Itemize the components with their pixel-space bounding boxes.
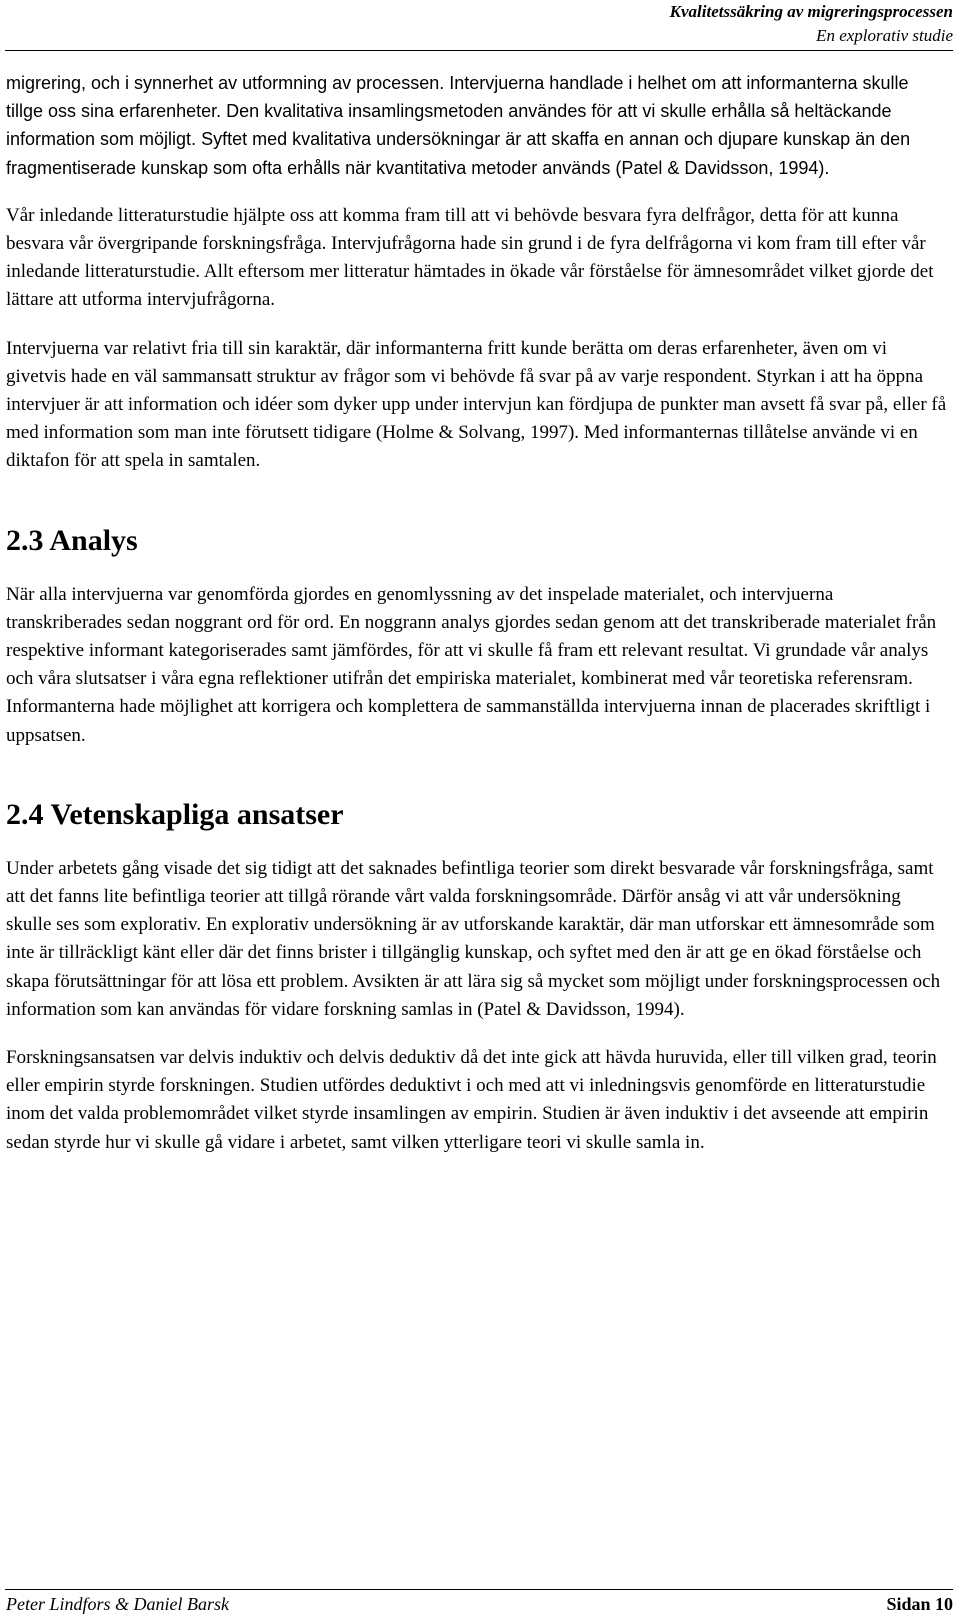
paragraph-research-approach: Forskningsansatsen var delvis induktiv och delvis deduktiv då det inte gick att hävda huruvida, eller till vilken grad, teorin eller empirin styrde forskningen. Studien utfördes deduktivt i och med att vi inledningsvis genomförde en litteraturstudie inom det valda problemområdet vilket styrde insamlingen av empirin. Studien är även induktiv i det avseende att empirin sedan styrde hur vi skulle gå vidare i arbetet, samt vilken ytterligare teori vi skulle samla in. (6, 1047, 937, 1153)
paragraph-literature-study: Vår inledande litteraturstudie hjälpte oss att komma fram till att vi behövde besvara fyra delfrågor, detta för att kunna besvara vår övergripande forskningsfråga. Intervjufrågorna hade sin grund i de fyra delfrågorna vi kom fram till efter vår inledande litteraturstudie. Allt eftersom mer litteratur hämtades in ökade vår förståelse för ämnesområdet vilket gjorde det lättare att utforma intervjufrågorna. (6, 204, 934, 311)
header-divider (5, 50, 953, 51)
page-number: Sidan 10 (886, 1594, 953, 1614)
footer-divider (5, 1589, 953, 1590)
header-subtitle: En explorativ studie (816, 26, 953, 45)
header-title: Kvalitetssäkring av migreringsprocessen (669, 2, 953, 21)
running-header (0, 0, 953, 48)
paragraph-analysis: När alla intervjuerna var genomförda gjordes en genomlyssning av det inspelade materialet, och intervjuerna transkriberades sedan noggrant ord för ord. En noggrann analys gjordes sedan genom att det transkriberade materialet från respektive informant kategoriserades samt jämfördes, för att vi skulle få fram ett relevant resultat. Vi grundade vår analys och våra slutsatser i våra egna reflektioner utifrån det empiriska materialet, kombinerat med vår teoretiska referensram. Informanterna hade möjlighet att korrigera och komplettera de sammanställda intervjuerna innan de placerades skriftligt i uppsatsen. (6, 583, 937, 746)
section-heading-analys: 2.3 Analys (6, 523, 138, 557)
section-heading-vetenskapliga-ansatser: 2.4 Vetenskapliga ansatser (6, 797, 344, 831)
paragraph-method-intro: migrering, och i synnerhet av utformning av processen. Intervjuerna handlade i helhet om att informanterna skulle tillge oss sina erfarenheter. Den kvalitativa insamlingsmetoden användes för att vi skulle erhålla så heltäckande information som möjligt. Syftet med kvalitativa undersökningar är att skaffa en annan och djupare kunskap än den fragmentiserade kunskap som ofta erhålls när kvantitativa metoder används (Patel & Davidsson, 1994). (6, 73, 911, 178)
main-content (6, 69, 950, 1157)
paragraph-interviews: Intervjuerna var relativt fria till sin karaktär, där informanterna fritt kunde berätta om deras erfarenheter, även om vi givetvis hade en väl sammansatt struktur av frågor som vi behövde få svar på av varje respondent. Styrkan i att ha öppna intervjuer är att information och idéer som dyker upp under intervjun kan fördjupa de punkter man avsett få svar på, eller få med information som man inte förutsett tidigare (Holme & Solvang, 1997). Med informanternas tillåtelse använde vi en diktafon för att spela in samtalen. (6, 337, 947, 472)
footer-authors: Peter Lindfors & Daniel Barsk (6, 1594, 229, 1614)
paragraph-explorative: Under arbetets gång visade det sig tidigt att det saknades befintliga teorier som direkt besvarade vår forskningsfråga, samt att det fanns lite befintliga teorier att tillgå rörande vårt valda forskningsområde. Därför ansåg vi att vår undersökning skulle ses som explorativ. En explorativ undersökning är av utforskande karaktär, där man utforskar ett ämnesområde som inte är tillräckligt känt eller där det finns brister i tillgänglig kunskap, och syftet med den är att ge en ökad förståelse och skapa förutsättningar för att lösa ett problem. Avsikten är att lära sig så mycket som möjligt under forskningsprocessen och information som kan användas för vidare forskning samlas in (Patel & Davidsson, 1994). (6, 857, 941, 1020)
